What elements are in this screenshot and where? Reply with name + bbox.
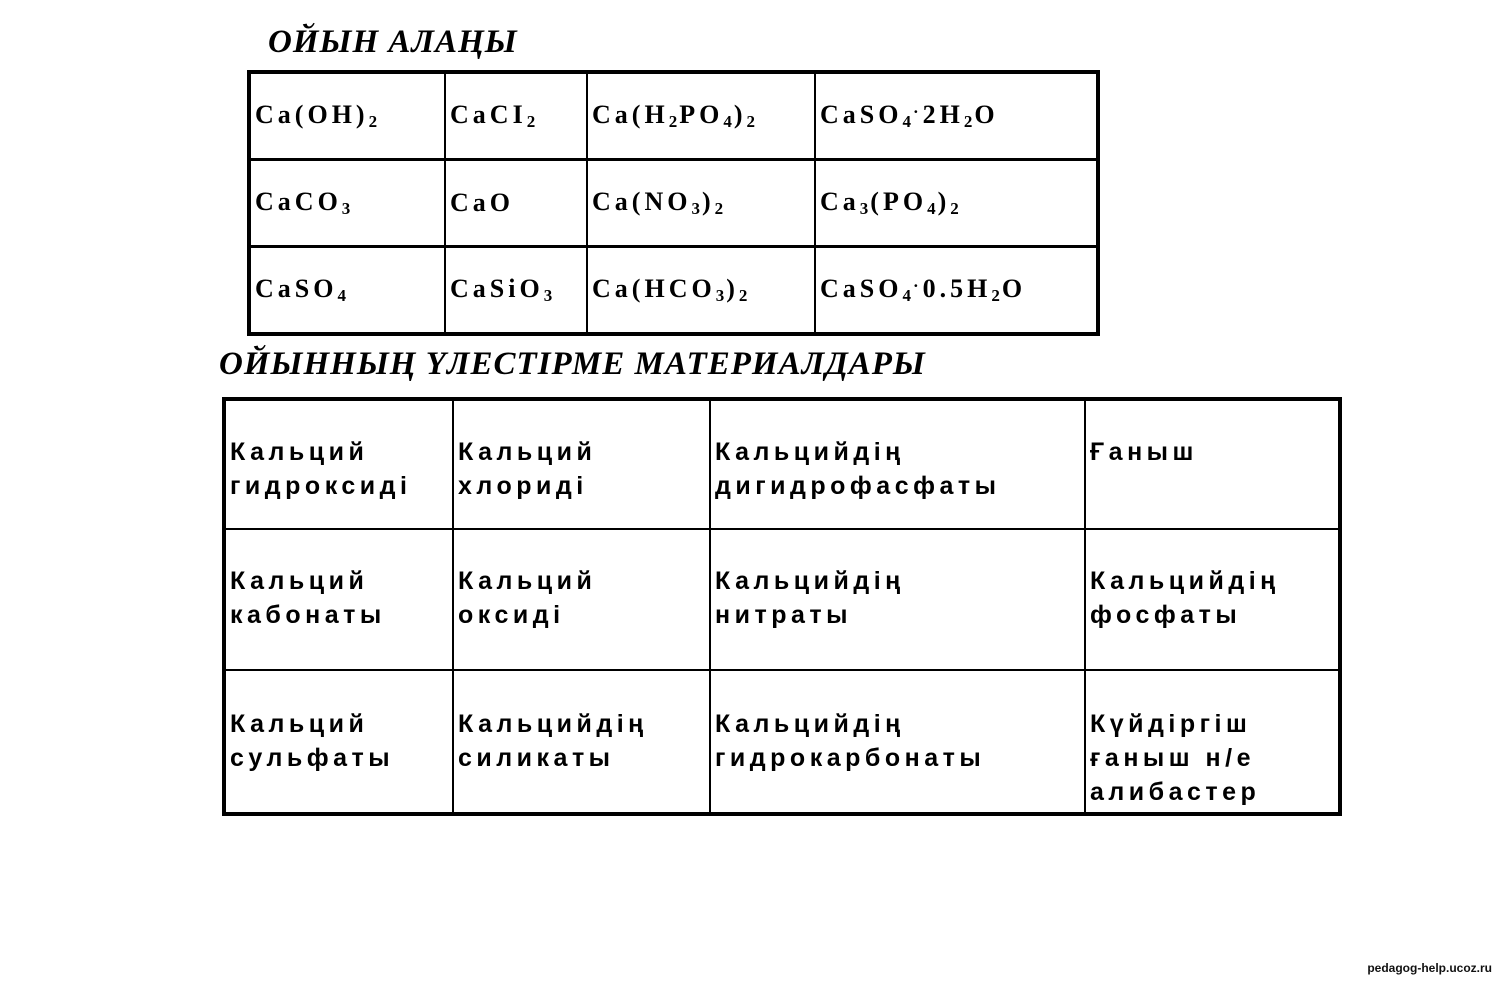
formula-cell: $Ca(HCO_3)_2$ <box>587 247 815 335</box>
formula-cell: $Ca(NO_3)_2$ <box>587 160 815 247</box>
material-cell-line: Кальцийдің <box>715 567 905 595</box>
material-cell-line: сульфаты <box>230 744 395 772</box>
material-cell <box>453 399 710 529</box>
material-cell <box>710 399 1085 529</box>
material-cell <box>453 670 710 814</box>
material-cell <box>1085 399 1340 529</box>
material-cell-line: Кальцийдің <box>715 710 905 738</box>
material-row <box>224 529 1340 670</box>
material-row <box>224 670 1340 814</box>
material-cell-line: Ғаныш <box>1090 438 1198 466</box>
formula-cell: CaSiO$_3$ <box>445 247 587 335</box>
material-cell <box>224 399 453 529</box>
material-cell <box>224 529 453 670</box>
material-cell <box>453 529 710 670</box>
formula-table <box>247 70 1100 336</box>
material-cell-line: Кальций <box>458 438 597 466</box>
material-cell-line: фосфаты <box>1090 601 1242 629</box>
material-cell-line: Кальцийдің <box>458 710 648 738</box>
material-cell-line: гидрокарбонаты <box>715 744 986 772</box>
material-cell-line: гидроксиді <box>230 472 412 500</box>
material-cell-line: Күйдіргіш <box>1090 710 1252 738</box>
formula-cell: CaCO$_3$ <box>249 160 445 247</box>
material-cell-line: алибастер <box>1090 778 1261 806</box>
material-cell-line: Кальций <box>230 710 369 738</box>
material-cell-line: оксиді <box>458 601 565 629</box>
formula-row <box>249 247 1098 335</box>
formula-cell: $CaSO_4^\cdot 2H_2O$ <box>815 72 1098 160</box>
formula-cell: CaCI$_2$ <box>445 72 587 160</box>
material-cell-line: Кальцийдің <box>1090 567 1280 595</box>
material-cell <box>1085 670 1340 814</box>
formula-row <box>249 72 1098 160</box>
formula-cell: $Ca(OH)_2$ <box>249 72 445 160</box>
material-cell-line: силикаты <box>458 744 615 772</box>
material-cell-line: Кальций <box>230 438 369 466</box>
material-cell <box>1085 529 1340 670</box>
formula-cell: $CaSO_4^\cdot 0.5H_2O$ <box>815 247 1098 335</box>
material-cell <box>710 670 1085 814</box>
formula-cell: CaSO$_4$ <box>249 247 445 335</box>
formula-cell: CaO <box>445 160 587 247</box>
material-cell-line: дигидрофасфаты <box>715 472 1001 500</box>
formula-row <box>249 160 1098 247</box>
material-cell <box>224 670 453 814</box>
material-cell-line: ғаныш н/е <box>1090 744 1255 772</box>
material-cell-line: хлориді <box>458 472 588 500</box>
watermark: pedagog-help.ucoz.ru <box>1367 961 1492 975</box>
materials-title: ОЙЫННЫҢ ҮЛЕСТІРМЕ МАТЕРИАЛДАРЫ <box>219 346 926 382</box>
material-cell-line: нитраты <box>715 601 852 629</box>
material-row <box>224 399 1340 529</box>
formula-cell: $Ca(H_2PO_4)_2$ <box>587 72 815 160</box>
material-cell <box>710 529 1085 670</box>
material-cell-line: Кальций <box>458 567 597 595</box>
formula-cell: $Ca_3(PO_4)_2$ <box>815 160 1098 247</box>
material-cell-line: Кальций <box>230 567 369 595</box>
material-cell-line: кабонаты <box>230 601 386 629</box>
materials-table <box>222 397 1342 816</box>
material-cell-line: Кальцийдің <box>715 438 905 466</box>
game-field-title: ОЙЫН АЛАҢЫ <box>268 24 518 60</box>
